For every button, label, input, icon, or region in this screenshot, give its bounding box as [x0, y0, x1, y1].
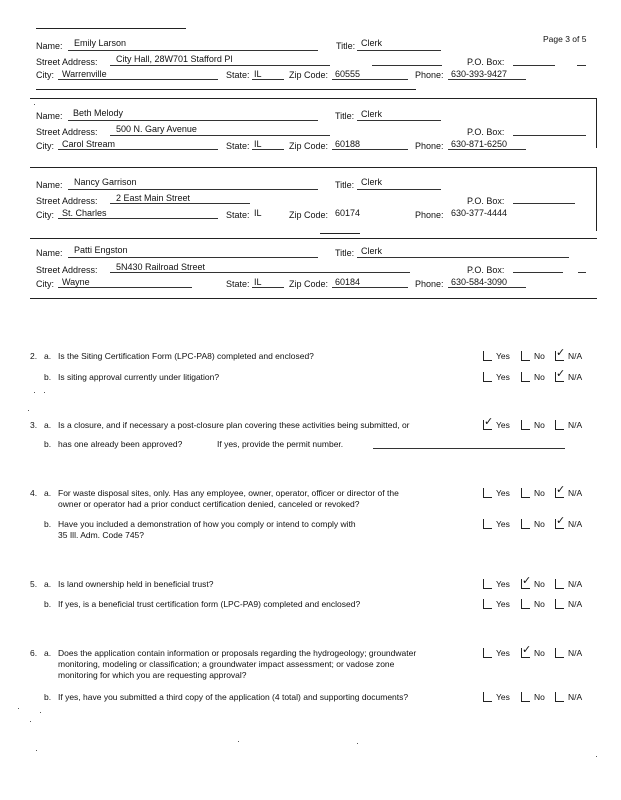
page-number: Page 3 of 5	[543, 34, 587, 44]
scan-speck	[28, 410, 29, 411]
scan-speck	[34, 392, 35, 393]
answer-option-no[interactable]	[521, 579, 545, 589]
city-field-line	[58, 218, 218, 219]
block-divider	[30, 298, 597, 299]
answer-option-yes[interactable]	[483, 579, 510, 589]
question-text: Is land ownership held in beneficial trust?	[58, 579, 214, 589]
street-field-line	[110, 203, 250, 204]
checkbox-no[interactable]	[521, 648, 530, 658]
checkbox-yes[interactable]	[483, 372, 492, 382]
checkbox-no[interactable]	[521, 579, 530, 589]
answer-option-na[interactable]	[555, 519, 582, 529]
question-text: owner or operator had a prior conduct certification denied, canceled or revoked?	[58, 499, 360, 509]
zip-label: Zip Code:	[289, 279, 329, 289]
answer-option-no[interactable]	[521, 692, 545, 702]
option-label: Yes	[496, 648, 510, 658]
option-label: No	[534, 519, 545, 529]
answer-option-yes[interactable]	[483, 372, 510, 382]
option-label: Yes	[496, 488, 510, 498]
question-letter: a.	[44, 488, 52, 498]
question-number: 3.	[30, 420, 38, 430]
title-label: Title:	[335, 248, 355, 258]
checkbox-no[interactable]	[521, 420, 530, 430]
phone-field-line	[448, 79, 526, 80]
street-field-line	[110, 272, 410, 273]
name-label: Name:	[36, 248, 63, 258]
zip-field-line	[332, 149, 408, 150]
question-letter: b.	[44, 519, 52, 529]
answer-option-no[interactable]	[521, 420, 545, 430]
answer-option-yes[interactable]	[483, 488, 510, 498]
checkbox-yes[interactable]	[483, 579, 492, 589]
contact-zip[interactable]: 60184	[335, 277, 361, 287]
checkbox-yes[interactable]	[483, 648, 492, 658]
option-label: N/A	[568, 599, 583, 609]
contact-state[interactable]: IL	[254, 139, 262, 149]
question-number: 6.	[30, 648, 38, 658]
question-letter: b.	[44, 439, 52, 449]
answer-option-yes[interactable]	[483, 692, 510, 702]
scan-speck	[18, 708, 19, 709]
scan-speck	[36, 750, 37, 751]
answer-option-no[interactable]	[521, 599, 545, 609]
street-field-line	[110, 65, 330, 66]
question-text: monitoring for which you are requesting approval?	[58, 670, 247, 680]
contact-city[interactable]: St. Charles	[62, 208, 107, 218]
option-label: N/A	[568, 488, 583, 498]
scan-speck	[357, 743, 358, 744]
scan-speck	[238, 741, 239, 742]
scan-speck	[596, 756, 597, 757]
po-box-field-line	[513, 65, 555, 66]
city-field-line	[58, 287, 192, 288]
street-field-line-2	[372, 65, 442, 66]
state-label: State:	[226, 279, 250, 289]
street-field-line	[110, 135, 330, 136]
option-label: N/A	[568, 351, 583, 361]
title-field-line	[357, 189, 441, 190]
checkbox-na[interactable]	[555, 579, 564, 589]
contact-city[interactable]: Warrenville	[62, 69, 107, 79]
contact-name[interactable]: Beth Melody	[73, 108, 124, 118]
question-letter: a.	[44, 420, 52, 430]
phone-label: Phone:	[415, 210, 444, 220]
contact-street[interactable]: 5N430 Railroad Street	[116, 262, 206, 272]
phone-label: Phone:	[415, 70, 444, 80]
question-text: Have you included a demonstration of how you comply or intend to comply with	[58, 519, 356, 529]
scan-speck	[34, 104, 35, 105]
city-label: City:	[36, 279, 54, 289]
answer-option-na[interactable]	[555, 372, 582, 382]
answer-option-na[interactable]	[555, 579, 582, 589]
zip-label: Zip Code:	[289, 70, 329, 80]
name-field-line	[68, 50, 318, 51]
option-label: N/A	[568, 420, 583, 430]
contact-phone[interactable]: 630-377-4444	[451, 208, 508, 218]
question-letter: a.	[44, 351, 52, 361]
checkbox-no[interactable]	[521, 351, 530, 361]
checkbox-no[interactable]	[521, 488, 530, 498]
block-divider	[30, 238, 597, 239]
checkbox-no[interactable]	[521, 519, 530, 529]
state-label: State:	[226, 141, 250, 151]
po-box-extra-line	[577, 65, 586, 66]
question-text: Is siting approval currently under litigation?	[58, 372, 220, 382]
city-label: City:	[36, 141, 54, 151]
block-edge	[596, 98, 597, 148]
option-label: N/A	[568, 648, 583, 658]
contact-state[interactable]: IL	[254, 208, 262, 218]
po-box-field-line	[513, 272, 563, 273]
contact-title[interactable]: Clerk	[361, 109, 383, 119]
state-field-line	[252, 79, 284, 80]
option-label: N/A	[568, 692, 583, 702]
block-divider	[30, 167, 597, 168]
question-text: If yes, is a beneficial trust certification form (LPC-PA9) completed and enclosed?	[58, 599, 361, 609]
checkbox-no[interactable]	[521, 692, 530, 702]
answer-option-yes[interactable]	[483, 519, 510, 529]
checkbox-na[interactable]	[555, 599, 564, 609]
contact-zip[interactable]: 60188	[335, 139, 361, 149]
contact-street[interactable]: City Hall, 28W701 Stafford Pl	[116, 54, 233, 64]
title-field-line	[357, 257, 569, 258]
contact-phone[interactable]: 630-871-6250	[451, 139, 508, 149]
title-label: Title:	[335, 180, 355, 190]
question-text: 35 Ill. Adm. Code 745?	[58, 530, 145, 540]
block-edge	[596, 167, 597, 231]
option-label: Yes	[496, 351, 510, 361]
checkbox-na[interactable]	[555, 351, 564, 361]
checkbox-yes[interactable]	[483, 599, 492, 609]
option-label: No	[534, 351, 545, 361]
option-label: No	[534, 648, 545, 658]
contact-title[interactable]: Clerk	[361, 38, 383, 48]
question-letter: a.	[44, 648, 52, 658]
contact-zip[interactable]: 60555	[335, 69, 361, 79]
question-text: has one already been approved?	[58, 439, 183, 449]
top-rule	[36, 28, 186, 29]
title-field-line	[357, 50, 441, 51]
po-box-field-line	[513, 135, 586, 136]
contact-phone[interactable]: 630-584-3090	[451, 277, 508, 287]
option-label: Yes	[496, 692, 510, 702]
checkbox-yes[interactable]	[483, 519, 492, 529]
state-field-line	[252, 149, 284, 150]
contact-street[interactable]: 500 N. Gary Avenue	[116, 124, 197, 134]
po-box-label: P.O. Box:	[467, 127, 505, 137]
po-box-label: P.O. Box:	[467, 57, 505, 67]
state-label: State:	[226, 210, 250, 220]
answer-option-no[interactable]	[521, 519, 545, 529]
city-field-line	[58, 149, 218, 150]
answer-option-na[interactable]	[555, 488, 582, 498]
contact-state[interactable]: IL	[254, 69, 262, 79]
checkbox-na[interactable]	[555, 372, 564, 382]
checkbox-na[interactable]	[555, 692, 564, 702]
option-label: N/A	[568, 579, 583, 589]
name-label: Name:	[36, 41, 63, 51]
phone-label: Phone:	[415, 279, 444, 289]
phone-field-line	[448, 287, 526, 288]
question-text: If yes, have you submitted a third copy of the application (4 total) and supporting documents?	[58, 692, 409, 702]
checkbox-na[interactable]	[555, 488, 564, 498]
option-label: Yes	[496, 519, 510, 529]
question-letter: b.	[44, 599, 52, 609]
answer-option-na[interactable]	[555, 599, 582, 609]
question-number: 5.	[30, 579, 38, 589]
answer-option-yes[interactable]	[483, 351, 510, 361]
question-text: Does the application contain information or proposals regarding the hydrogeology; groundwater	[58, 648, 417, 658]
contact-title[interactable]: Clerk	[361, 177, 383, 187]
contact-state[interactable]: IL	[254, 277, 262, 287]
city-label: City:	[36, 210, 54, 220]
option-label: N/A	[568, 519, 583, 529]
po-box-extra-line	[578, 272, 586, 273]
answer-option-no[interactable]	[521, 488, 545, 498]
question-letter: b.	[44, 692, 52, 702]
city-label: City:	[36, 70, 54, 80]
option-label: No	[534, 420, 545, 430]
option-label: No	[534, 488, 545, 498]
name-field-line	[68, 120, 318, 121]
contact-name[interactable]: Patti Engston	[74, 245, 128, 255]
contact-city[interactable]: Carol Stream	[62, 139, 116, 149]
street-label: Street Address:	[36, 57, 98, 67]
city-field-line	[58, 79, 218, 80]
faint-divider	[320, 233, 360, 234]
street-label: Street Address:	[36, 196, 98, 206]
option-label: N/A	[568, 372, 583, 382]
answer-option-yes[interactable]	[483, 648, 510, 658]
zip-field-line	[332, 79, 408, 80]
block-divider	[30, 98, 597, 99]
title-label: Title:	[336, 41, 356, 51]
contact-phone[interactable]: 630-393-9427	[451, 69, 508, 79]
option-label: Yes	[496, 579, 510, 589]
option-label: No	[534, 372, 545, 382]
zip-label: Zip Code:	[289, 141, 329, 151]
answer-option-yes[interactable]	[483, 420, 510, 430]
question-letter: b.	[44, 372, 52, 382]
state-label: State:	[226, 70, 250, 80]
scan-speck	[40, 712, 41, 713]
contact-street[interactable]: 2 East Main Street	[116, 193, 191, 203]
answer-option-yes[interactable]	[483, 599, 510, 609]
answer-option-no[interactable]	[521, 648, 545, 658]
checkbox-yes[interactable]	[483, 420, 492, 430]
street-label: Street Address:	[36, 265, 98, 275]
option-label: Yes	[496, 420, 510, 430]
question-text: Is the Siting Certification Form (LPC-PA8) completed and enclosed?	[58, 351, 314, 361]
scan-speck	[30, 721, 31, 722]
answer-option-na[interactable]	[555, 648, 582, 658]
question-number: 2.	[30, 351, 38, 361]
checkbox-yes[interactable]	[483, 351, 492, 361]
name-field-line	[68, 189, 318, 190]
street-label: Street Address:	[36, 127, 98, 137]
question-text: monitoring, modeling or classification; a groundwater impact assessment; or vadose zone	[58, 659, 395, 669]
name-label: Name:	[36, 111, 63, 121]
option-label: Yes	[496, 372, 510, 382]
phone-field-line	[448, 149, 526, 150]
option-label: Yes	[496, 599, 510, 609]
contact-title[interactable]: Clerk	[361, 246, 383, 256]
permit-number-field[interactable]	[373, 448, 565, 449]
question-text: For waste disposal sites, only. Has any employee, owner, operator, officer or director of the	[58, 488, 399, 498]
checkbox-yes[interactable]	[483, 488, 492, 498]
contact-name[interactable]: Emily Larson	[74, 38, 127, 48]
state-field-line	[252, 287, 284, 288]
checkbox-na[interactable]	[555, 420, 564, 430]
zip-field-line	[332, 287, 408, 288]
title-field-line	[357, 120, 441, 121]
contact-name[interactable]: Nancy Garrison	[74, 177, 137, 187]
po-box-field-line	[513, 203, 575, 204]
answer-option-na[interactable]	[555, 420, 582, 430]
answer-option-na[interactable]	[555, 692, 582, 702]
checkbox-no[interactable]	[521, 372, 530, 382]
permit-hint: If yes, provide the permit number.	[217, 439, 344, 449]
contact-city[interactable]: Wayne	[62, 277, 90, 287]
answer-option-na[interactable]	[555, 351, 582, 361]
contact-zip[interactable]: 60174	[335, 208, 361, 218]
question-number: 4.	[30, 488, 38, 498]
zip-label: Zip Code:	[289, 210, 329, 220]
name-field-line	[68, 257, 318, 258]
question-text: Is a closure, and if necessary a post-closure plan covering these activities being submitted, or	[58, 420, 410, 430]
po-box-label: P.O. Box:	[467, 265, 505, 275]
checkbox-yes[interactable]	[483, 692, 492, 702]
option-label: No	[534, 692, 545, 702]
faint-divider	[36, 89, 416, 90]
option-label: No	[534, 599, 545, 609]
scan-speck	[44, 392, 45, 393]
answer-option-no[interactable]	[521, 372, 545, 382]
checkbox-na[interactable]	[555, 519, 564, 529]
answer-option-no[interactable]	[521, 351, 545, 361]
phone-label: Phone:	[415, 141, 444, 151]
question-letter: a.	[44, 579, 52, 589]
checkbox-na[interactable]	[555, 648, 564, 658]
po-box-label: P.O. Box:	[467, 196, 505, 206]
checkbox-no[interactable]	[521, 599, 530, 609]
option-label: No	[534, 579, 545, 589]
name-label: Name:	[36, 180, 63, 190]
title-label: Title:	[335, 111, 355, 121]
